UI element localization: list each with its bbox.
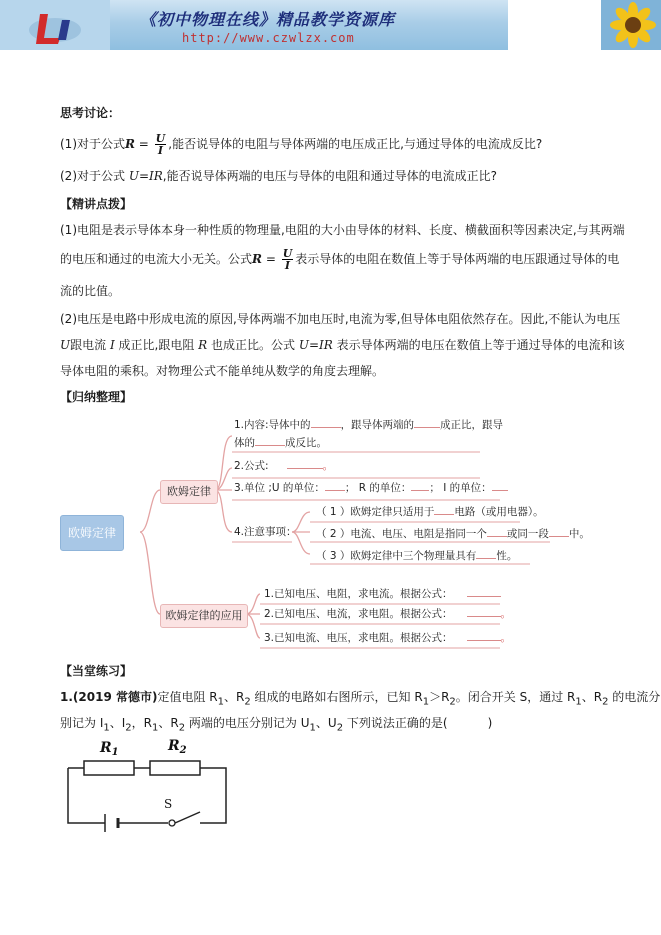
mm-app1-label: 1.已知电压、电阻，求电流。根据公式： — [264, 588, 453, 600]
practice-heading: 【当堂练习】 — [60, 664, 133, 678]
mm-item1-e: 成反比。 — [285, 437, 327, 449]
circuit-diagram — [60, 738, 260, 838]
think-q2 — [60, 168, 497, 184]
jingjiang-p2-line3: 导体电阻的乘积。对物理公式不能单纯从数学的角度去理解。 — [60, 364, 385, 378]
q1-l2-sub: 1 — [309, 722, 316, 734]
mm-blank — [325, 490, 345, 491]
mm-item2: 2.公式: 。 — [234, 460, 334, 472]
q1-l2-sub: 2 — [125, 722, 132, 734]
think-q1-pre: (1)对于公式 — [60, 137, 125, 151]
mm-item1-line2 — [234, 435, 327, 450]
mm-s1-b: 电路（或用电器）。 — [454, 506, 544, 518]
mindmap-branch-ohm: 欧姆定律 — [160, 480, 218, 504]
mm-s2-b: 或同一段 — [506, 528, 549, 540]
formula-num: U — [155, 132, 166, 145]
mm-app3-label: 3.已知电流、电压，求电阻。根据公式： — [264, 632, 453, 644]
q1-l2-m: 下列说法正确的是( — [343, 716, 448, 730]
mm-item1-c: 成正比，跟导 — [440, 419, 504, 431]
q1-sub: 1 — [422, 696, 430, 708]
jingjiang-p2-line1: (2)电压是电路中形成电流的原因,导体两端不加电压时,电流为零,但导体电阻依然存在。因此,不能认为电压 — [60, 312, 621, 326]
q1-l2-i: 两端的电压分别记为 U — [185, 716, 310, 730]
mm-item2-label: 2.公式: — [234, 460, 269, 472]
q1-l2-c: 、I — [109, 716, 126, 730]
q1-l2-sub: 1 — [152, 722, 159, 734]
r1-letter: R — [100, 740, 112, 756]
mm-s1-a: （ 1 ）欧姆定律只适用于 — [316, 506, 435, 518]
formula-den: I — [157, 144, 164, 157]
practice-q1-line1 — [60, 689, 660, 710]
p2-d: 成正比,跟电阻 — [114, 338, 199, 352]
jingjiang-p1-line1: (1)电阻是表示导体本身一种性质的物理量,电阻的大小由导体的材料、长度、横截面积等因素决定,与其两端 — [60, 223, 625, 237]
mindmap-branch-application: 欧姆定律的应用 — [160, 604, 248, 628]
q1-sub: 2 — [449, 696, 456, 708]
p2-b: 跟电流 — [70, 338, 110, 352]
mm-app3: 3.已知电流、电压，求电阻。根据公式： 。 — [264, 632, 512, 644]
circuit-r1-label — [99, 740, 119, 758]
q1-l2-sub: 2 — [178, 722, 186, 734]
q1-l2-a: 别记为 I — [60, 716, 104, 730]
r2-sub: 2 — [179, 745, 187, 756]
q1-l2-sub: 1 — [103, 722, 110, 734]
mm-item1-b: ，跟导体两端的 — [340, 419, 415, 431]
mm-blank — [549, 536, 569, 537]
q1-k: 、R — [581, 690, 603, 704]
mm-item4: 4.注意事项： — [234, 526, 297, 538]
jingjiang-p1-line2-pre: 的电压和通过的电流大小无关。公式 — [60, 252, 253, 266]
formula-den-2: I — [284, 259, 291, 272]
practice-q1-line2 — [60, 715, 492, 736]
think-q1-post: ,能否说导体的电阻与导体两端的电压成正比,与通过导体的电流成反比? — [168, 137, 543, 151]
mm-blank — [434, 514, 454, 515]
mm-blank — [255, 445, 285, 446]
mm-item1-d: 体的 — [234, 437, 255, 449]
mindmap-root: 欧姆定律 — [60, 515, 124, 551]
q1-m: 的电流分 — [608, 690, 661, 704]
mm-blank — [411, 490, 429, 491]
mm-item4-sub2 — [316, 526, 590, 541]
p2-f: 也成正比。公式 — [207, 338, 299, 352]
mm-item3-a: 3.单位 ;U 的单位： — [234, 482, 325, 494]
jingjiang-p2-line2 — [60, 337, 625, 353]
q1-c: 、R — [224, 690, 245, 704]
p2-uir: U=IR — [298, 338, 333, 352]
q1-l2-sub: 2 — [336, 722, 344, 734]
q1-a: 定值电阻 R — [157, 690, 218, 704]
mm-blank — [467, 616, 501, 617]
q1-l2-e: ，R — [131, 716, 152, 730]
mm-item1-a: 1.内容:导体中的 — [234, 419, 311, 431]
mm-item4-sub3 — [316, 548, 517, 563]
p2-r: R — [198, 338, 208, 352]
mm-blank — [467, 596, 501, 597]
mm-blank — [476, 558, 496, 559]
q1-sub: 2 — [602, 696, 609, 708]
mm-app1 — [264, 586, 501, 601]
header-banner — [0, 0, 508, 50]
circuit-switch-label: S — [164, 797, 173, 811]
q1-sub: 1 — [217, 696, 224, 708]
mm-s2-c: 中。 — [568, 528, 590, 540]
banner-title: 《初中物理在线》精品教学资源库 — [140, 10, 396, 29]
jingjiang-p1-line3: 流的比值。 — [60, 284, 121, 298]
think-q1 — [60, 133, 542, 156]
mm-app2-label: 2.已知电压、电流，求电阻。根据公式： — [264, 608, 453, 620]
mm-blank — [487, 536, 507, 537]
mm-blank — [414, 427, 440, 428]
jingjiang-p1-line2 — [60, 248, 619, 271]
formula-eq: = — [134, 137, 153, 151]
mm-app2: 2.已知电压、电流，求电阻。根据公式： 。 — [264, 608, 512, 620]
jingjiang-p1-line2-post: 表示导体的电阻在数值上等于导体两端的电压跟通过导体的电 — [295, 252, 620, 266]
mm-s3-b: 性。 — [496, 550, 518, 562]
mm-s2-a: （ 2 ）电流、电压、电阻是指同一个 — [316, 528, 487, 540]
p2-h: 表示导体两端的电压在数值上等于通过导体的电流和该 — [332, 338, 625, 352]
formula-eq-2: = — [262, 252, 280, 266]
q1-i: 。闭合开关 S，通过 R — [455, 690, 576, 704]
mm-item1-line1 — [234, 417, 503, 432]
mm-blank — [492, 490, 508, 491]
think-q2-formula: U=IR — [128, 169, 163, 183]
r2-letter: R — [168, 738, 180, 754]
r1-sub: 1 — [111, 747, 119, 758]
formula-fraction-2 — [282, 248, 294, 271]
jingjiang-heading: 【精讲点拨】 — [60, 197, 133, 211]
q1-l2-k: 、U — [315, 716, 337, 730]
formula-num-2: U — [282, 247, 293, 260]
q1-sub: 1 — [575, 696, 582, 708]
q1-num: 1. — [60, 690, 73, 704]
p2-i: I — [109, 338, 115, 352]
p2-u: U — [60, 338, 71, 352]
q1-source: (2019 常德市) — [72, 690, 158, 704]
mm-item4-sub1 — [316, 504, 544, 519]
formula-lhs: R — [125, 137, 135, 151]
q1-e: 组成的电路如右图所示，已知 R — [250, 690, 423, 704]
guina-heading: 【归纳整理】 — [60, 390, 133, 404]
circuit-r2-label — [167, 738, 187, 756]
formula-lhs-2: R — [252, 252, 262, 266]
think-q2-post: ,能否说导体两端的电压与导体的电阻和通过导体的电流成正比? — [162, 169, 497, 183]
mm-item3 — [234, 480, 508, 495]
banner-url: http://www.czwlzx.com — [182, 31, 355, 45]
mm-s3-a: （ 3 ）欧姆定律中三个物理量具有 — [316, 550, 477, 562]
site-logo-icon — [0, 0, 110, 50]
mm-item3-c: ； I 的单位： — [429, 482, 492, 494]
mm-blank — [311, 427, 341, 428]
think-q2-pre: (2)对于公式 — [60, 169, 129, 183]
mm-item3-b: ； R 的单位： — [344, 482, 412, 494]
think-heading: 思考讨论： — [60, 106, 121, 120]
q1-g: ＞R — [429, 690, 450, 704]
q1-l2-n: ) — [487, 716, 493, 730]
mm-blank — [467, 640, 501, 641]
mm-blank — [287, 468, 323, 469]
formula-fraction — [155, 133, 167, 156]
q1-l2-g: 、R — [158, 716, 179, 730]
q1-sub: 2 — [244, 696, 251, 708]
